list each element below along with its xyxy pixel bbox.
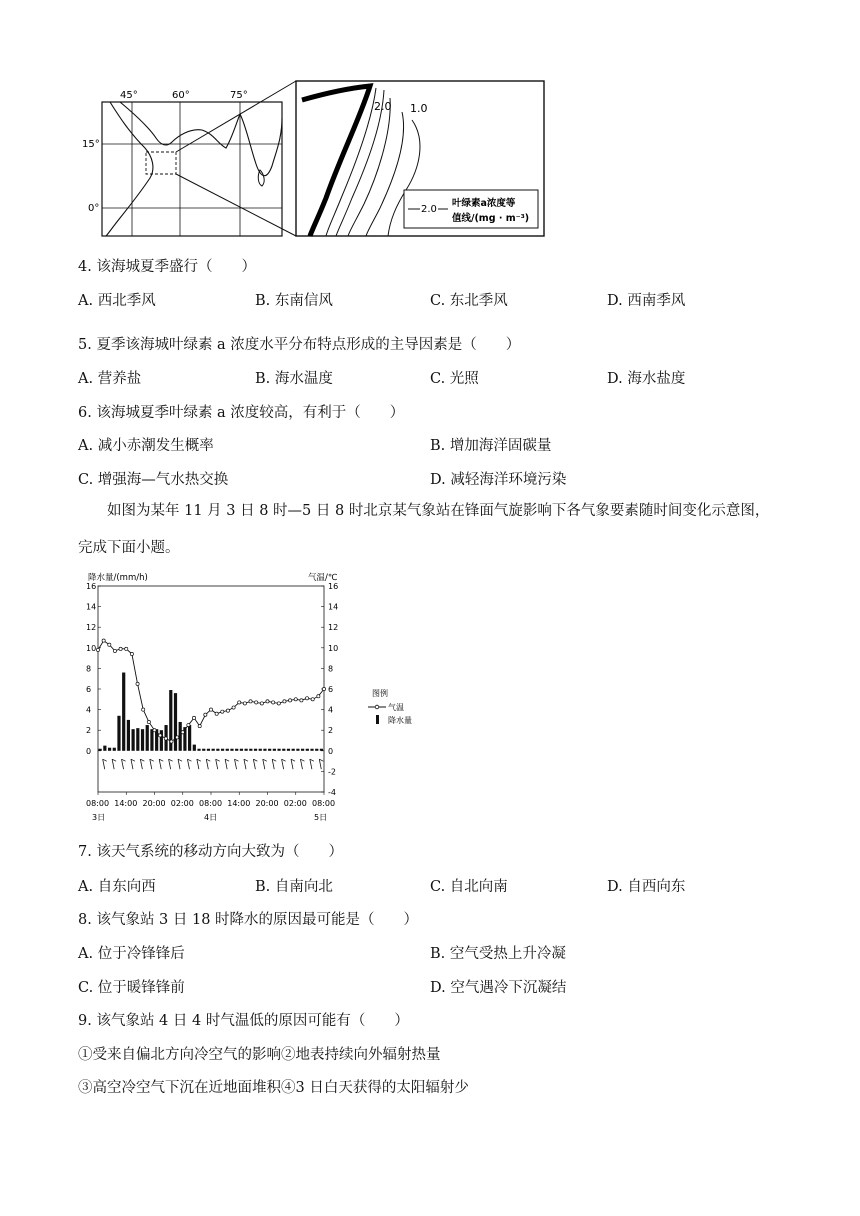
q4-option-b[interactable]: B. 东南信风 [255, 293, 333, 309]
y-right-tick: -2 [328, 767, 336, 777]
arabia-india-coast [120, 102, 282, 176]
temperature-point [198, 724, 201, 727]
wind-barb [122, 759, 126, 769]
q7-option-d[interactable]: D. 自西向东 [607, 879, 686, 895]
q8-option-c[interactable]: C. 位于暖锋锋前 [78, 980, 185, 996]
lat-label-15: 15° [82, 139, 100, 150]
temperature-point [176, 736, 179, 739]
precip-bar [282, 749, 285, 751]
y-right-tick: 16 [328, 582, 339, 591]
temperature-point [232, 706, 235, 709]
lon-label-75: 75° [230, 90, 248, 101]
wind-barb [263, 759, 267, 769]
wind-barb [225, 759, 229, 769]
x-tick-label: 14:00 [227, 799, 251, 808]
wind-barb [282, 759, 286, 769]
temperature-point [322, 687, 325, 690]
temperature-point [238, 701, 241, 704]
legend-title: 图例 [372, 689, 388, 698]
y-left-tick: 2 [86, 726, 92, 736]
precip-bar [179, 722, 182, 751]
precip-bar [315, 749, 318, 751]
x-tick-label: 20:00 [255, 799, 279, 808]
temperature-point [136, 682, 139, 685]
day-label-4: 4日 [204, 813, 218, 822]
precip-bar [160, 730, 163, 751]
lon-label-60: 60° [172, 90, 190, 101]
temperature-point [192, 716, 195, 719]
sri-lanka [258, 170, 264, 186]
x-tick-label: 08:00 [199, 799, 223, 808]
plot-frame [98, 586, 324, 792]
question-6: 6. 该海城夏季叶绿素 a 浓度较高，有利于（ ） [78, 405, 405, 421]
temperature-point [102, 639, 105, 642]
bold-coastline [302, 86, 370, 236]
y-left-tick: 6 [86, 685, 92, 694]
lon-label-45: 45° [120, 90, 138, 101]
temperature-point [311, 698, 314, 701]
temperature-point [226, 709, 229, 712]
precip-bar [268, 749, 271, 751]
temperature-point [215, 712, 218, 715]
precip-bar [292, 749, 295, 751]
precip-bar [127, 720, 130, 751]
precip-bar [113, 748, 116, 751]
wind-barb [291, 759, 295, 769]
temperature-point [209, 708, 212, 711]
x-tick-label: 02:00 [170, 799, 194, 808]
precip-bar [306, 749, 309, 751]
question-8: 8. 该气象站 3 日 18 时降水的原因最可能是（ ） [78, 912, 419, 928]
temperature-point [243, 702, 246, 705]
precip-bar [254, 749, 257, 751]
precip-bar [240, 749, 243, 751]
y-right-label: 气温/℃ [308, 573, 338, 583]
contour-label-1: 1.0 [410, 102, 428, 115]
chlorophyll-map-figure [82, 78, 550, 240]
legend-value: 2.0 [421, 204, 437, 215]
temperature-point [277, 702, 280, 705]
temperature-point [283, 700, 286, 703]
x-tick-label: 08:00 [86, 799, 110, 808]
temperature-point [294, 698, 297, 701]
wind-barb [112, 759, 116, 769]
precip-bar [150, 729, 153, 751]
wind-barb [159, 759, 163, 769]
contour-label-2: 2.0 [374, 100, 392, 113]
wind-barb [253, 759, 257, 769]
wind-barb [140, 759, 144, 769]
y-left-tick: 0 [86, 746, 92, 756]
y-right-tick: 0 [328, 746, 334, 756]
precip-bar [202, 749, 205, 751]
temperature-point [305, 697, 308, 700]
precip-bar [221, 749, 224, 751]
y-right-tick: 8 [328, 664, 334, 674]
day-label-5: 5日 [314, 813, 328, 822]
temperature-point [249, 700, 252, 703]
intro-paragraph: 如图为某年 11 月 3 日 8 时—5 日 8 时北京某气象站在锋面气旋影响下各气象要素随时间变化示意图，完成下面小题。 [78, 503, 770, 556]
q5-option-c[interactable]: C. 光照 [430, 371, 479, 387]
precip-bar [320, 749, 323, 751]
temperature-point [266, 700, 269, 703]
q4-option-c[interactable]: C. 东北季风 [430, 293, 508, 309]
temperature-point [187, 723, 190, 726]
wind-barb [150, 759, 154, 769]
y-left-label: 降水量/(mm/h) [88, 573, 148, 583]
precip-bar [245, 749, 248, 751]
temperature-point [260, 702, 263, 705]
q8-option-d[interactable]: D. 空气遇冷下沉凝结 [430, 980, 567, 996]
legend-precip: 降水量 [388, 716, 412, 725]
temperature-point [119, 647, 122, 650]
precip-bar [249, 749, 252, 751]
y-right-tick: 4 [328, 705, 334, 715]
precip-bar [188, 725, 191, 751]
q6-option-c[interactable]: C. 增强海—气水热交换 [78, 472, 229, 488]
x-tick-label: 14:00 [114, 799, 138, 808]
q8-option-b[interactable]: B. 空气受热上升冷凝 [430, 946, 566, 962]
precip-bar [263, 749, 266, 751]
question-9: 9. 该气象站 4 日 4 时气温低的原因可能有（ ） [78, 1013, 409, 1029]
temperature-point [153, 729, 156, 732]
temperature-point [142, 708, 145, 711]
y-left-tick: 4 [86, 705, 92, 715]
q7-option-a[interactable]: A. 自东向西 [78, 879, 156, 895]
precip-bar [193, 745, 196, 751]
precip-bar [287, 749, 290, 751]
q5-option-a[interactable]: A. 营养盐 [78, 371, 142, 387]
y-left-tick: 16 [86, 582, 97, 591]
precip-bar [99, 749, 102, 751]
legend-temp: 气温 [388, 703, 404, 712]
temperature-point [147, 720, 150, 723]
temperature-point [159, 734, 162, 737]
temperature-point [289, 699, 292, 702]
precip-bar [197, 749, 200, 751]
q6-option-a[interactable]: A. 减小赤潮发生概率 [78, 438, 214, 454]
precip-bar [122, 673, 125, 751]
wind-barb [272, 759, 276, 769]
question-4: 4. 该海城夏季盛行（ ） [78, 259, 256, 275]
precip-bar [146, 725, 149, 751]
y-right-tick: -4 [328, 788, 336, 797]
day-label-3: 3日 [92, 813, 106, 822]
temperature-point [300, 699, 303, 702]
precip-bar [216, 749, 219, 751]
y-left-tick: 14 [86, 602, 97, 612]
wind-barb [197, 759, 201, 769]
precip-bar [117, 716, 120, 751]
precip-bar [174, 693, 177, 751]
wind-barb [206, 759, 210, 769]
temperature-point [96, 648, 99, 651]
wind-barb [216, 759, 220, 769]
y-right-tick: 14 [328, 602, 339, 612]
q9-statements-2: ③高空冷空气下沉在近地面堆积④3 日白天获得的太阳辐射少 [78, 1080, 469, 1096]
wind-barb [103, 759, 107, 769]
q4-option-d[interactable]: D. 西南季风 [607, 293, 686, 309]
precip-bar [235, 749, 238, 751]
temperature-point [125, 647, 128, 650]
wind-barb [235, 759, 239, 769]
precip-bar [141, 729, 144, 751]
y-right-tick: 12 [328, 623, 339, 633]
question-7: 7. 该天气系统的移动方向大致为（ ） [78, 844, 343, 860]
temperature-point [255, 701, 258, 704]
precip-bar [301, 749, 304, 751]
temperature-point [130, 652, 133, 655]
precip-bar [108, 748, 111, 751]
q4-option-a[interactable]: A. 西北季风 [78, 293, 156, 309]
precip-bar [230, 749, 233, 751]
q7-option-b[interactable]: B. 自南向北 [255, 879, 333, 895]
wind-barb [131, 759, 135, 769]
y-right-tick: 6 [328, 685, 334, 694]
weather-chart [84, 568, 484, 830]
y-left-tick: 8 [86, 664, 92, 674]
q5-option-d[interactable]: D. 海水盐度 [607, 371, 686, 387]
q8-option-a[interactable]: A. 位于冷锋锋后 [78, 946, 185, 962]
precip-bar [277, 749, 280, 751]
q5-option-b[interactable]: B. 海水温度 [255, 371, 333, 387]
legend-text-2: 值线/(mg · m⁻³) [452, 213, 530, 224]
temperature-point [204, 713, 207, 716]
wind-barb [310, 759, 314, 769]
q6-option-d[interactable]: D. 减轻海洋环境污染 [430, 472, 567, 488]
legend-precip-marker [376, 715, 379, 724]
lat-label-0: 0° [88, 203, 100, 214]
wind-barb [169, 759, 173, 769]
precip-bar [310, 749, 313, 751]
x-tick-label: 20:00 [142, 799, 166, 808]
temperature-point [181, 731, 184, 734]
regional-map-frame [102, 102, 282, 236]
y-right-tick: 10 [328, 643, 339, 653]
q9-statements-1: ①受来自偏北方向冷空气的影响②地表持续向外辐射热量 [78, 1047, 441, 1063]
temperature-point [272, 701, 275, 704]
precip-bar [132, 729, 135, 751]
temperature-point [317, 695, 320, 698]
wind-barb [178, 759, 182, 769]
precip-bar [296, 749, 299, 751]
precip-bar [212, 749, 215, 751]
legend-text-1: 叶绿素a浓度等 [452, 198, 516, 209]
precip-bar [136, 728, 139, 751]
temperature-point [108, 643, 111, 646]
precip-bar [103, 746, 106, 751]
y-left-tick: 12 [86, 623, 97, 633]
y-left-tick: 10 [86, 643, 97, 653]
x-tick-label: 02:00 [283, 799, 307, 808]
temperature-point [113, 649, 116, 652]
q7-option-c[interactable]: C. 自北向南 [430, 879, 508, 895]
temperature-point [221, 710, 224, 713]
q6-option-b[interactable]: B. 增加海洋固碳量 [430, 438, 552, 454]
wind-barb [300, 759, 304, 769]
question-5: 5. 夏季该海城叶绿素 a 浓度水平分布特点形成的主导因素是（ ） [78, 337, 521, 353]
temperature-point [170, 740, 173, 743]
wind-barb [244, 759, 248, 769]
precip-bar [207, 749, 210, 751]
legend-temp-marker [375, 705, 379, 709]
wind-barb [187, 759, 191, 769]
precip-bar [273, 749, 276, 751]
precip-bar [226, 749, 229, 751]
precip-bar [259, 749, 262, 751]
temperature-point [164, 737, 167, 740]
wind-barb [319, 759, 323, 769]
y-right-tick: 2 [328, 726, 334, 736]
x-tick-label: 08:00 [312, 799, 336, 808]
